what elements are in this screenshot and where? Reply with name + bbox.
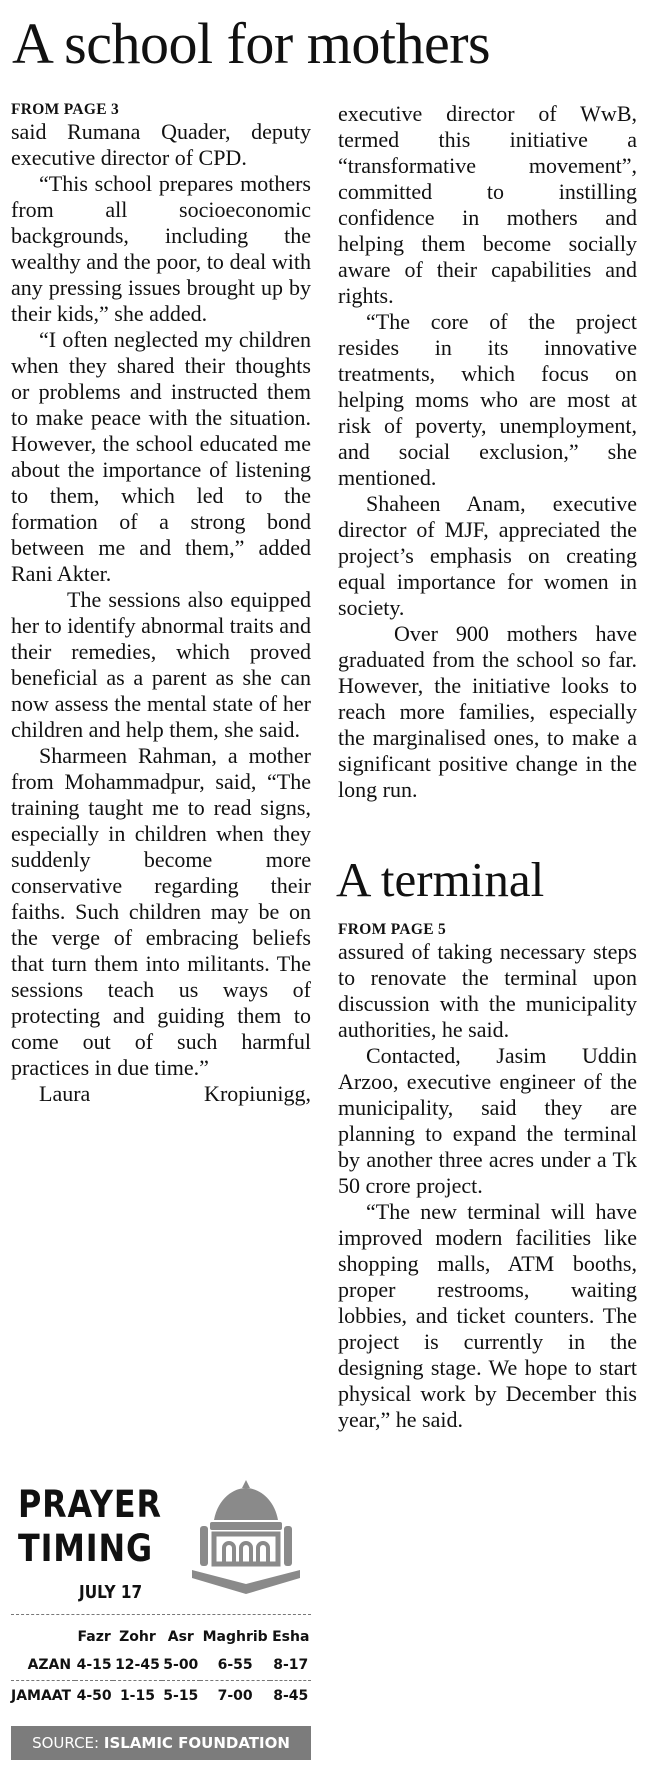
paragraph: “The new terminal will have improved modern facilities like shopping malls, ATM booths, proper restrooms, waiting lobbies, and ticket counters. The project is currently in the designing stage. We hope to start physical work by December this year,” he said. [338, 1199, 637, 1432]
prayer-timing-title [18, 1483, 162, 1571]
paragraph: Over 900 mothers have graduated from the school so far. However, the initiative looks to reach more families, especially the marginalised ones, to make a significant positive change in the long run. [338, 621, 637, 802]
article-headline: A school for mothers [12, 11, 491, 76]
prayer-date: JULY 17 [79, 1582, 143, 1603]
table-row [11, 1681, 311, 1712]
continuation-kicker: FROM PAGE 5 [338, 921, 447, 938]
table-header: Zohr [119, 1629, 156, 1645]
source-name: ISLAMIC FOUNDATION [103, 1734, 290, 1752]
table-cell: 12-45 [113, 1650, 162, 1681]
article-column-right [338, 101, 637, 1433]
table-header: Maghrib [202, 1629, 268, 1645]
row-label: AZAN [11, 1650, 75, 1681]
table-cell: 4-50 [76, 1688, 112, 1704]
table-header: Asr [167, 1629, 194, 1645]
table-cell: 1-15 [119, 1688, 155, 1704]
prayer-times-table [11, 1624, 311, 1711]
table-header: Esha [272, 1629, 310, 1645]
title-line: TIMING [18, 1527, 153, 1570]
row-label: JAMAAT [11, 1688, 72, 1704]
table-cell: 6-55 [200, 1650, 271, 1681]
continuation-kicker: FROM PAGE 3 [11, 101, 120, 118]
article2-headline: A terminal [336, 852, 545, 907]
article-column-left [11, 101, 311, 1107]
table-cell: 5-00 [162, 1650, 200, 1681]
paragraph: “This school prepares mothers from all socioeconomic backgrounds, including the wealthy and the poor, to deal with any pressing issues brought up by their kids,” she added. [11, 171, 311, 326]
table-cell: 4-15 [75, 1650, 113, 1681]
divider [11, 1614, 311, 1615]
paragraph: said Rumana Quader, deputy executive director of CPD. [11, 119, 311, 170]
paragraph: Contacted, Jasim Uddin Arzoo, executive engineer of the municipality, said they are planning to expand the terminal by another three acres under a Tk 50 crore project. [338, 1043, 637, 1198]
paragraph: executive director of WwB, termed this initiative a “transformative movement”, committed to instilling confidence in mothers and helping them become socially aware of their capabilities and rights. [338, 101, 637, 308]
paragraph: Sharmeen Rahman, a mother from Mohammadpur, said, “The training taught me to read signs, especially in children when they suddenly become more conservative regarding their faiths. Such children may be on the verge of embracing beliefs that turn them into militants. The sessions teach us ways of protecting and guiding them to come out of such harmful practices in due time.” [11, 743, 311, 1080]
paragraph: Shaheen Anam, executive director of MJF, appreciated the project’s emphasis on creating equal importance for women in society. [338, 491, 637, 620]
mosque-icon [186, 1476, 306, 1604]
table-header: Fazr [77, 1629, 111, 1645]
source-bar [11, 1726, 311, 1760]
paragraph: The sessions also equipped her to identify abnormal traits and their remedies, which proved beneficial as a parent as she can now assess the mental state of her children and help them, she said. [11, 587, 311, 742]
table-row [11, 1650, 311, 1681]
table-cell: 8-45 [273, 1688, 309, 1704]
table-header [11, 1624, 75, 1650]
title-line: PRAYER [18, 1483, 162, 1526]
table-cell: 7-00 [217, 1688, 253, 1704]
prayer-timing-box [11, 1476, 311, 1762]
source-label: SOURCE: [32, 1734, 104, 1752]
paragraph: “I often neglected my children when they shared their thoughts or problems and instructed them to make peace with the situation. However, the school educated me about the importance of listening to them, which led to the formation of a strong bond between me and them,” added Rani Akter. [11, 327, 311, 586]
paragraph: Laura Kropiunigg, [39, 1081, 311, 1106]
paragraph: “The core of the project resides in its innovative treatments, which focus on helping moms who are most at risk of poverty, unemployment, and social exclusion,” she mentioned. [338, 309, 637, 490]
table-cell: 5-15 [163, 1688, 199, 1704]
table-cell: 8-17 [270, 1650, 311, 1681]
paragraph: assured of taking necessary steps to renovate the terminal upon discussion with the municipality authorities, he said. [338, 939, 637, 1042]
